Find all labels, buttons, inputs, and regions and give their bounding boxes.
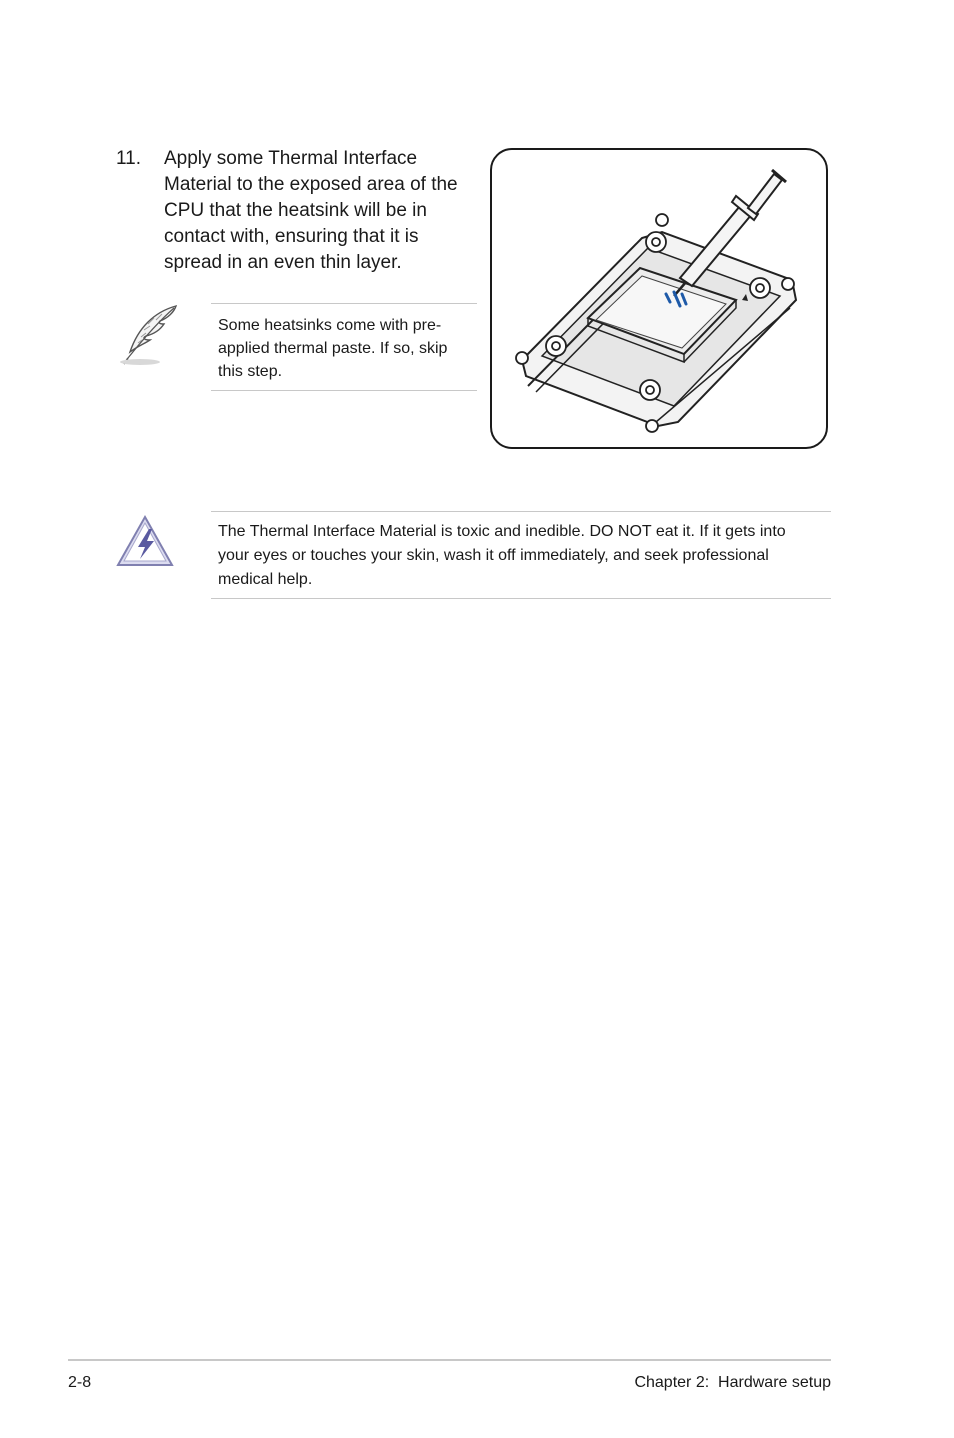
page-number: 2-8 (68, 1374, 92, 1391)
footer-divider (68, 1359, 831, 1361)
chapter-title: Chapter 2: Hardware setup (634, 1374, 831, 1391)
note-box (211, 303, 477, 391)
step-number: 11. (116, 148, 142, 169)
feather-note-icon (114, 300, 182, 370)
note-text: Some heatsinks come with pre-applied thermal paste. If so, skip this step. (218, 317, 448, 380)
step-text: Apply some Thermal Interface Material to the exposed area of the CPU that the heatsink will be in contact with, ensuring that it is spread in an even thin layer. (164, 148, 458, 273)
warning-triangle-icon (114, 513, 176, 569)
warning-box (211, 511, 831, 599)
cpu-socket-illustration (490, 148, 828, 449)
warning-text: The Thermal Interface Material is toxic and inedible. DO NOT eat it. If it gets into your eyes or touches your skin, wash it off immediately, and seek professional medical help. (218, 523, 786, 588)
